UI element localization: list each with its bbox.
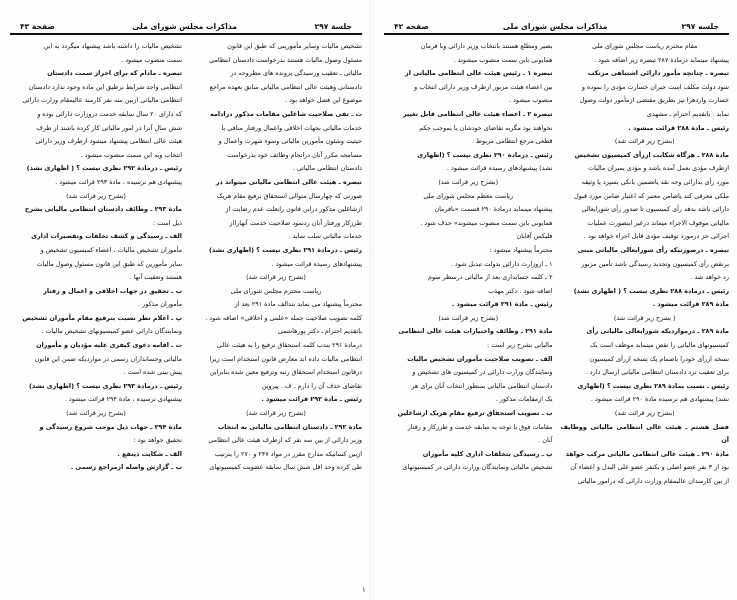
right-page-left-column: [384, 40, 553, 600]
text-line: مقام محترم ریاست مجلس شورای ملی: [592, 42, 698, 50]
text-line: رئیس ـ درمادة ۲۹۲ نظری نیست ؟ ( اظهاری نشد): [26, 164, 182, 173]
text-line: موضوع این فصل خواهد بود .: [285, 96, 362, 105]
text-line: ب ـ تحقیق در جهات اخلاقی و اعمال و رفتار: [43, 286, 182, 295]
text-line: مأموران تشخیص مالیات ، اعضاء کمیسیون تشخیص و: [40, 245, 182, 254]
text-line: مادة ۲۹۲ ـ دادستان انتظامی مالیاتی به انتخاب: [217, 422, 362, 431]
text-line: باتقدیم احترام ـ دکتر پورهاشمی: [277, 327, 362, 336]
text-line: هیئت عالی انتظامی پیشنهاد میشود ازطرف وزیر دارائی: [35, 137, 182, 146]
text-line: تبصره ـ چنانچه مأمور دارائی اشتباهی مرتکب: [587, 69, 729, 78]
text-line: مسامحه مکرر آنان درانجام وظائف خود بدرخواست: [227, 150, 362, 159]
text-line: ذیل است :: [152, 218, 182, 227]
left-page-session: جلسة ۲۹۷: [314, 21, 352, 31]
text-line: (بشرح زیر قرائت شد): [66, 409, 126, 418]
text-line: فلیکس آقایان: [516, 232, 553, 241]
text-line: همایونی باین سمت منصوب میشوند» حذف شود .: [420, 218, 553, 227]
text-line: پیشنهادهای رسیده قرائت میشود .: [271, 259, 362, 268]
left-page-header: [10, 20, 362, 32]
text-line: مادة ۲۸۹ ـ درمواردیکه شورایعالی مالیاتی رأی: [586, 327, 729, 336]
text-line: انتظامی واجد شرایط برطبق این ماده وجود ندارد دادستان: [28, 82, 182, 91]
left-page: [0, 0, 368, 600]
text-line: مادة ۲۹۰ ـ هیئت عالی انتظامی مالیاتی مرکب خواهد: [565, 449, 729, 458]
text-line: درمادة ۲۹۱ بندب کلمه استحقاق ترفیع را به هیئت عالی: [216, 341, 362, 350]
text-line: مادة ۲۹۱ ـ وظائف واختیارات هیئت عالی انتظامی: [398, 327, 553, 336]
text-line: نخواهند بود مگربه تقاضای خودشان یا بموجب حکم: [419, 123, 553, 132]
text-line: دادستانی وهیئت عالی انتظامی مالیاتی سابق بعهده مراجع: [209, 82, 362, 91]
right-page: [376, 0, 737, 600]
text-line: از بین کارمندان عالیمقام وزارت دارائی که درامور مالیاتی: [577, 477, 729, 485]
text-line: مالیاتی ـ تعقیب ورسیدگی پرونده های مطروحه در: [230, 69, 362, 78]
text-line: پیشنهادی هم نرسیده ، مادة ۲۹۳ قرائت میشود .: [55, 177, 182, 186]
text-line: ث ـ نفی صلاحیت شاغلین مقامات مذکور درادامه: [210, 109, 362, 118]
page-gutter: [369, 0, 374, 600]
text-line: ۲ ـ کلمه حسابداری بعد از مالیاتی درسطر سوم: [428, 273, 553, 282]
text-line: تحقیق خواهد بود :: [133, 436, 182, 445]
left-page-left-column: [10, 40, 182, 600]
text-line: الف ـ رسیدگی و کشف تخلفات وتقصیرات اداری: [31, 232, 182, 241]
text-line: صورتی که چهارسال متوالی استحقاق ترفیع مقام هریک: [216, 191, 362, 200]
text-line: مأموران مذکور .: [138, 300, 182, 309]
text-line: برنقض رأی کمیسیون وتجدید رسیدگی باشد تأمین مزبور: [581, 259, 729, 268]
text-line: سایر مأمورین که طبق این قانون مسئول وصول مالیات: [36, 259, 182, 268]
text-line: تبصره ـ هیئت عالی انتظامی مالیاتی میتواند در: [215, 177, 362, 186]
text-line: طی کرده وحد اقل شش سال سابقه عضویت کمیسیونهای: [209, 463, 362, 472]
text-line: انتظامی مالیات داده اند معارض قانون استخدام است زیرا: [209, 354, 362, 363]
text-line: (بشرح زیر قرائت شد): [614, 409, 675, 418]
left-page-columns: [10, 40, 362, 600]
right-page-header: [384, 20, 729, 32]
text-line: پیشنهادی نرسیده ، مادة ۲۹۴ قرائت میشود .: [64, 395, 182, 404]
text-line: رئیس ـ مادة ۲۹۱ قرائت میشود .: [451, 300, 553, 309]
text-line: مسئول وصول مالیات هستند بدرخواست دادستان انتظامی: [209, 55, 362, 64]
text-line: (بشرح زیر قرائت شد): [246, 409, 306, 418]
text-line: دادستان انتظامی مالیاتی بمنظور انتخاب آنان برای هر: [411, 381, 553, 390]
text-line: بود از ۳ نفر عضو اصلی و یکنفر عضو علی البدل و اعضاء آن: [570, 463, 729, 472]
text-line: پیشنهاد مینماید درمادة ۲۸۷ تبصره زیر اضافه شود .: [594, 55, 729, 64]
text-line: مالیاتی وحسابداران رسمی در مواردیکه ضمن این قانون: [34, 354, 182, 363]
text-line: درقانون استخدام استحقاق رتبه وترفیع معین شده بنابراین: [209, 368, 362, 377]
header-rule: [384, 33, 729, 35]
text-line: نشد) پیشنهادی هم نرسیده مادة ۲۹۰ قرائت میشود .: [590, 395, 729, 404]
text-line: شود دولت مکلف است جبران خسارت مؤدی را نموده و: [581, 82, 729, 91]
text-line: (بشرح زیر قرائت شد): [246, 273, 306, 282]
text-line: سمت منصوب میشود .: [121, 55, 182, 64]
text-line: دادستان انتظامی مالیاتی .: [292, 164, 362, 173]
text-line: خدمات مالیاتی بجهات اخلاقی واعمال ورفتار منافی با: [221, 123, 362, 132]
text-line: انتخاب وبه این سمت منصوب میشود .: [80, 150, 182, 159]
text-line: ازطرف مؤدی بعمل آمده باشد و مؤدی بمیزان مالیات: [588, 164, 729, 173]
text-line: طرزکار ورفتار آنان ردنمود صلاحیت خدمت آنهارااز: [229, 218, 362, 227]
text-line: همایونی باین سمت منصوب میشوند .: [453, 55, 553, 64]
text-line: اجرائی جز درمورد توقیف مؤدی قابل اجراء خواهد بود .: [583, 232, 729, 241]
folio-number: ۱: [362, 586, 366, 594]
text-line: (بشرح زیر قرائت شد): [438, 313, 499, 322]
text-line: رد خواهد شد .: [690, 273, 729, 282]
text-line: خدمات مالیاتی سلب نماید .: [288, 232, 362, 241]
text-line: مادة ۲۹۴ ـ جهات ذیل موجب شروع رسیدگی و: [39, 422, 182, 431]
text-line: فصل هشتم ـ هیئت عالی انتظامی مالیاتی ووظایف آن: [560, 422, 729, 445]
text-line: رئیس ـ درمادة ۲۹۱ نظری نیست ؟ (اظهاری نشد): [208, 245, 362, 254]
text-line: رئیس ـ مادة ۲۹۲ قرائت میشود .: [261, 395, 362, 404]
text-line: مقامات فوق با توجه به سابقه خدمت و طرزکار و رفتار: [407, 422, 553, 431]
text-line: ملکی معرفی کند یاضامن معتبر که اعتبار ضامن مورد قبول: [574, 191, 729, 200]
text-line: قطعی مرجع انتظامی مربوط .: [471, 137, 553, 146]
text-line: شش سال آنرا در امور مالیاتی کار کرده باشند از طرف: [36, 123, 182, 132]
text-line: ازشاغلین مذکور دراین قانون رابعلت عدم رضایت از: [225, 205, 362, 214]
text-line: الف ـ تصویب صلاحیت مأموران تشخیص مالیات: [407, 354, 553, 363]
right-page-right-column: [561, 40, 730, 600]
text-line: تبصره ۲ ـ اعضاء هیئت عالی انتظامی قابل تغییر: [402, 109, 553, 118]
text-line: ازبین کسانیکه مدارج مقرر در مواد ۲۴۷ و ۲۷۰ را بترتیب: [214, 449, 362, 458]
text-line: مادة ۲۸۹ قرائت میشود .: [652, 300, 729, 309]
text-line: حیثیت وشئون مأمورین مالیاتی وسوء شهرت واعمال و: [218, 137, 362, 146]
text-line: کلمه تصویب صلاحیت جمله «علمی و اخلاقی» اضافه شود .: [205, 313, 362, 322]
text-line: الف ـ شکایت ذینفع .: [117, 449, 182, 458]
text-line: رئیس ـ مادة ۲۸۸ قرائت میشود .: [628, 123, 729, 132]
text-line: ت ـ اقامه دعوی کیفری علیه مؤدیان و مأموران: [36, 341, 182, 350]
text-line: مورد رأی بدارائی وجه نقد یاتضمین بانکی بسپرد یا وثیقه: [581, 177, 729, 186]
text-line: تقاضای حذف آن را دارم . ف . پیروین: [261, 381, 362, 390]
text-line: ب ـ گزارش واصله ازمراجع رسمی .: [70, 463, 182, 472]
right-page-number: صفحه ۴۲: [394, 21, 429, 31]
text-line: هستند وتعقیب آنها .: [129, 273, 182, 282]
text-line: محترماً پیشنهاد میشود :: [489, 245, 553, 254]
text-line: نسخه ازرأی خودرا باضمام یک نسخه ازرأی کمیسیون: [589, 354, 729, 363]
text-line: وزیر دارائی از بین سه نفر که ازطرف هیئت عالی انتظامی: [208, 436, 362, 445]
text-line: نماید . باتقدیم احترام ـ مشهدی: [646, 109, 729, 118]
text-line: کمیسیونهای مالیاتی را نقض مینماید موظف است یک: [590, 341, 729, 350]
text-line: اضافه شود . دکتر مهذب: [488, 286, 553, 295]
text-line: خسارت واردهرا نیز بطریق مقتضی ازمأمور دولت وصول: [579, 96, 729, 105]
text-line: بصیر ومطلع هستند بانتخاب وزیر دارائی وبا فرمان: [420, 42, 553, 50]
text-line: ۱ ـ ازوزارت دارائی بدولت تبدیل شود .: [450, 259, 553, 268]
text-line: تشخیص مالیات وسایر مأمورینی که طبق این قانون: [227, 42, 362, 50]
left-page-number: صفحة ۴۳: [20, 21, 55, 31]
left-page-title: مذاکرات مجلس شورای ملی: [132, 21, 237, 31]
text-line: ب ـ تصویب استحقاق ترفیع مقام هریک ازشاغلین: [397, 409, 553, 418]
text-line: ( بشرح زیر قرائت شد): [613, 313, 676, 322]
right-page-title: مذاکرات مجلس شورای ملی: [502, 21, 608, 31]
text-line: منصوب میشود .: [508, 96, 553, 105]
text-line: محترماً پیشنهاد می نماید بندالف مادة ۲۹۱ بعد از: [234, 300, 362, 309]
text-line: ریاست معظم مجلس شورای ملی: [423, 191, 514, 200]
text-line: پیش بینی شده است .: [123, 368, 182, 377]
text-line: مالیاتی موقوف الاجراء میماند درغیر اینصورت عملیات: [587, 218, 729, 227]
text-line: مادة ۲۸۸ ـ هرگاه شکایت ازرأی کمیسیون تشخیص: [574, 150, 729, 159]
header-rule: [10, 33, 362, 35]
text-line: برای تعقیب نزد دادستان انتظامی مالیاتی ارسال دارد .: [585, 368, 729, 377]
text-line: تشخیص مالیات را داشته باشد پیشنهاد میگردد به این: [43, 42, 182, 50]
text-line: (بشرح زیر قرائت شد): [438, 177, 499, 186]
text-line: تبصره ۱ ـ رئیس هیئت عالی انتظامی مالیاتی از: [405, 69, 553, 78]
text-line: (بشرح زیر قرائت شد): [614, 137, 675, 146]
text-line: تبصره ـ مادام که برای احراز سمت دادستان: [47, 69, 182, 78]
right-page-session: جلسه ۲۹۷: [681, 21, 719, 31]
text-line: مالیاتی بشرح زیر است :: [486, 341, 553, 350]
text-line: ونمایندگان دارائی عضو کمیسیونهای تشخیص مالیات .: [41, 327, 182, 336]
right-page-columns: [384, 40, 729, 600]
text-line: آنان .: [538, 436, 553, 445]
text-line: پیشنهاد مینماید درمادة ۲۹۰ قسمت «بافرمان: [434, 205, 553, 214]
text-line: که دارای ۲۰ سال سابقه خدمت دروزارت دارائی بوده و: [37, 109, 182, 118]
text-line: رئیس ـ نسبت بمادة ۲۸۹ نظری نیست ؟ (اظهاری: [577, 381, 729, 390]
text-line: مادة ۲۹۳ ـ وظائف دادستان انتظامی مالیاتی بشرح: [24, 205, 182, 214]
text-line: پ ـ رسیدگی بتخلفات اداری کلیه مأموران: [422, 449, 553, 458]
text-line: تبصره ـ درصورتیکه رأی شورایعالی مالیاتی مبنی: [577, 245, 729, 254]
text-line: ونمایندگان وزارت دارائی در کمیسیون های تشخیص و: [412, 368, 553, 377]
text-line: رئیس ـ درمادة ۲۹۳ نظری نیست ؟ (اظهاری نشد): [28, 381, 182, 390]
text-line: پ ـ اعلام نظر نسبت بترفیع مقام مأموران تشخیص: [22, 313, 182, 322]
text-line: ریاست محترم مجلس شورای ملی: [230, 286, 322, 295]
left-page-right-column: [190, 40, 362, 600]
text-line: (بشرح زیر قرائت شد): [66, 191, 126, 200]
text-line: یک ازمقامات مذکور .: [495, 395, 553, 404]
text-line: رئیس ـ درمادة ۲۹۰ نظری نیست ؟ (اظهاری: [417, 150, 553, 159]
text-line: رئیس ـ درمادة ۲۸۸ نظری نیست ؟ ( اظهاری نشد): [573, 286, 729, 295]
text-line: نشد) پیشنهادهای رسیده قرائت میشود .: [446, 164, 553, 173]
text-line: دارائی باشد بدهد رأی کمیسیون تا صدور رأی شورایعالی: [581, 205, 729, 214]
text-line: انتظامی مالیاتی ازبین سه نفر کارمند عالیمقام وزارت دارائی: [22, 96, 182, 105]
text-line: بین اعضاء هیئت مزبور ازطرف وزیر دارائی انتخاب و: [414, 82, 553, 91]
text-line: تشخیص مالیاتی ونمایندگان وزارت دارائی در کمیسیونهای: [402, 463, 553, 472]
